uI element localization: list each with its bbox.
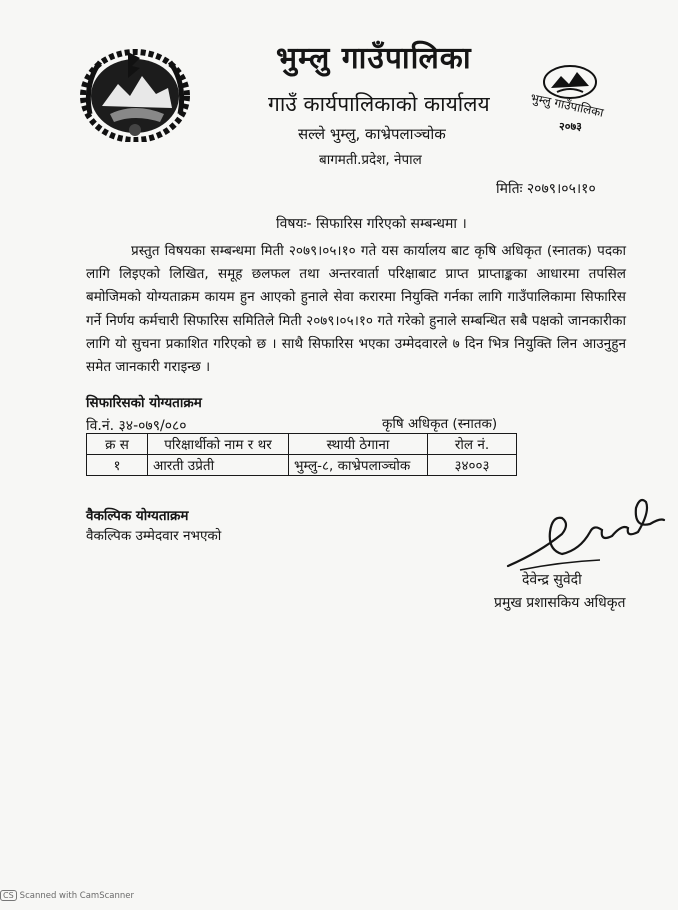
- post-title: कृषि अधिकृत (स्नातक): [382, 416, 498, 432]
- column-header-address: स्थायी ठेगाना: [289, 434, 428, 455]
- cell-sn: १: [87, 455, 148, 476]
- province-line: बागमती.प्रदेश, नेपाल: [319, 152, 422, 168]
- merit-table: [86, 433, 517, 476]
- svg-text:२०७३: २०७३: [559, 120, 582, 133]
- column-header-roll: रोल नं.: [428, 434, 517, 455]
- cell-name: आरती उप्रेती: [148, 455, 289, 476]
- scanner-footer: [0, 890, 134, 901]
- municipality-seal-logo: [523, 62, 617, 134]
- alternate-value: वैकल्पिक उम्मेदवार नभएको: [86, 528, 222, 544]
- svg-text:भुम्लु गाउँपालिका: भुम्लु गाउँपालिका: [529, 90, 605, 120]
- signature-image: [500, 488, 670, 578]
- signatory-title: प्रमुख प्रशासकिय अधिकृत: [494, 595, 626, 611]
- municipality-name: भुम्लु गाउँपालिका: [276, 41, 472, 76]
- cell-roll: ३४००३: [428, 455, 517, 476]
- cell-address: भुम्लु-८, काभ्रेपलाञ्चोक: [289, 455, 428, 476]
- column-header-sn: क्र स: [87, 434, 148, 455]
- footer-text: Scanned with CamScanner: [19, 891, 134, 901]
- nepal-emblem-logo: [80, 44, 190, 142]
- office-address: सल्ले भुम्लु, काभ्रेपलाञ्चोक: [298, 125, 446, 143]
- office-name: गाउँ कार्यपालिकाको कार्यालय: [268, 92, 490, 116]
- camscanner-icon: CS: [0, 890, 17, 901]
- merit-heading: सिफारिसको योग्यताक्रम: [86, 395, 202, 411]
- alternate-heading: वैकल्पिक योग्यताक्रम: [86, 508, 189, 524]
- notice-body: प्रस्तुत विषयका सम्बन्धमा मिती २०७९।०५।१० गते यस कार्यालय बाट कृषि अधिकृत (स्नातक) पदका लागि लिइएको लिखित, समूह छलफल तथा अन्तरवार्ता परिक्षाबाट प्राप्त प्राप्ताङ्कका आधारमा तपसिल बमोजिमको योग्यताक्रम कायम हुन आएको हुनाले सेवा करारमा नियुक्ति गर्नका लागि गाउँपालिकामा सिफारिस गर्ने निर्णय कर्मचारी सिफारिस समितिले मिती २०७९।०५।१० गते गरेको हुनाले सम्बन्धित सबै पक्षको जानकारीका लागि यो सुचना प्रकाशित गरिएको छ । साथै सिफारिस भएका उम्मेदवारले ७ दिन भित्र नियुक्ति लिन आउनुहुन समेत जानकारी गराइन्छ ।: [86, 243, 626, 376]
- notice-date: मितिः २०७९।०५।१०: [496, 181, 596, 197]
- table-row: [87, 455, 517, 476]
- signatory-name: देवेन्द्र सुवेदी: [522, 572, 582, 588]
- reference-number: वि.नं. ३४-०७९/०८०: [86, 418, 187, 434]
- notice-subject: विषयः- सिफारिस गरिएको सम्बन्धमा ।: [276, 216, 467, 232]
- column-header-name: परिक्षार्थीको नाम र थर: [148, 434, 289, 455]
- table-header-row: [87, 434, 517, 455]
